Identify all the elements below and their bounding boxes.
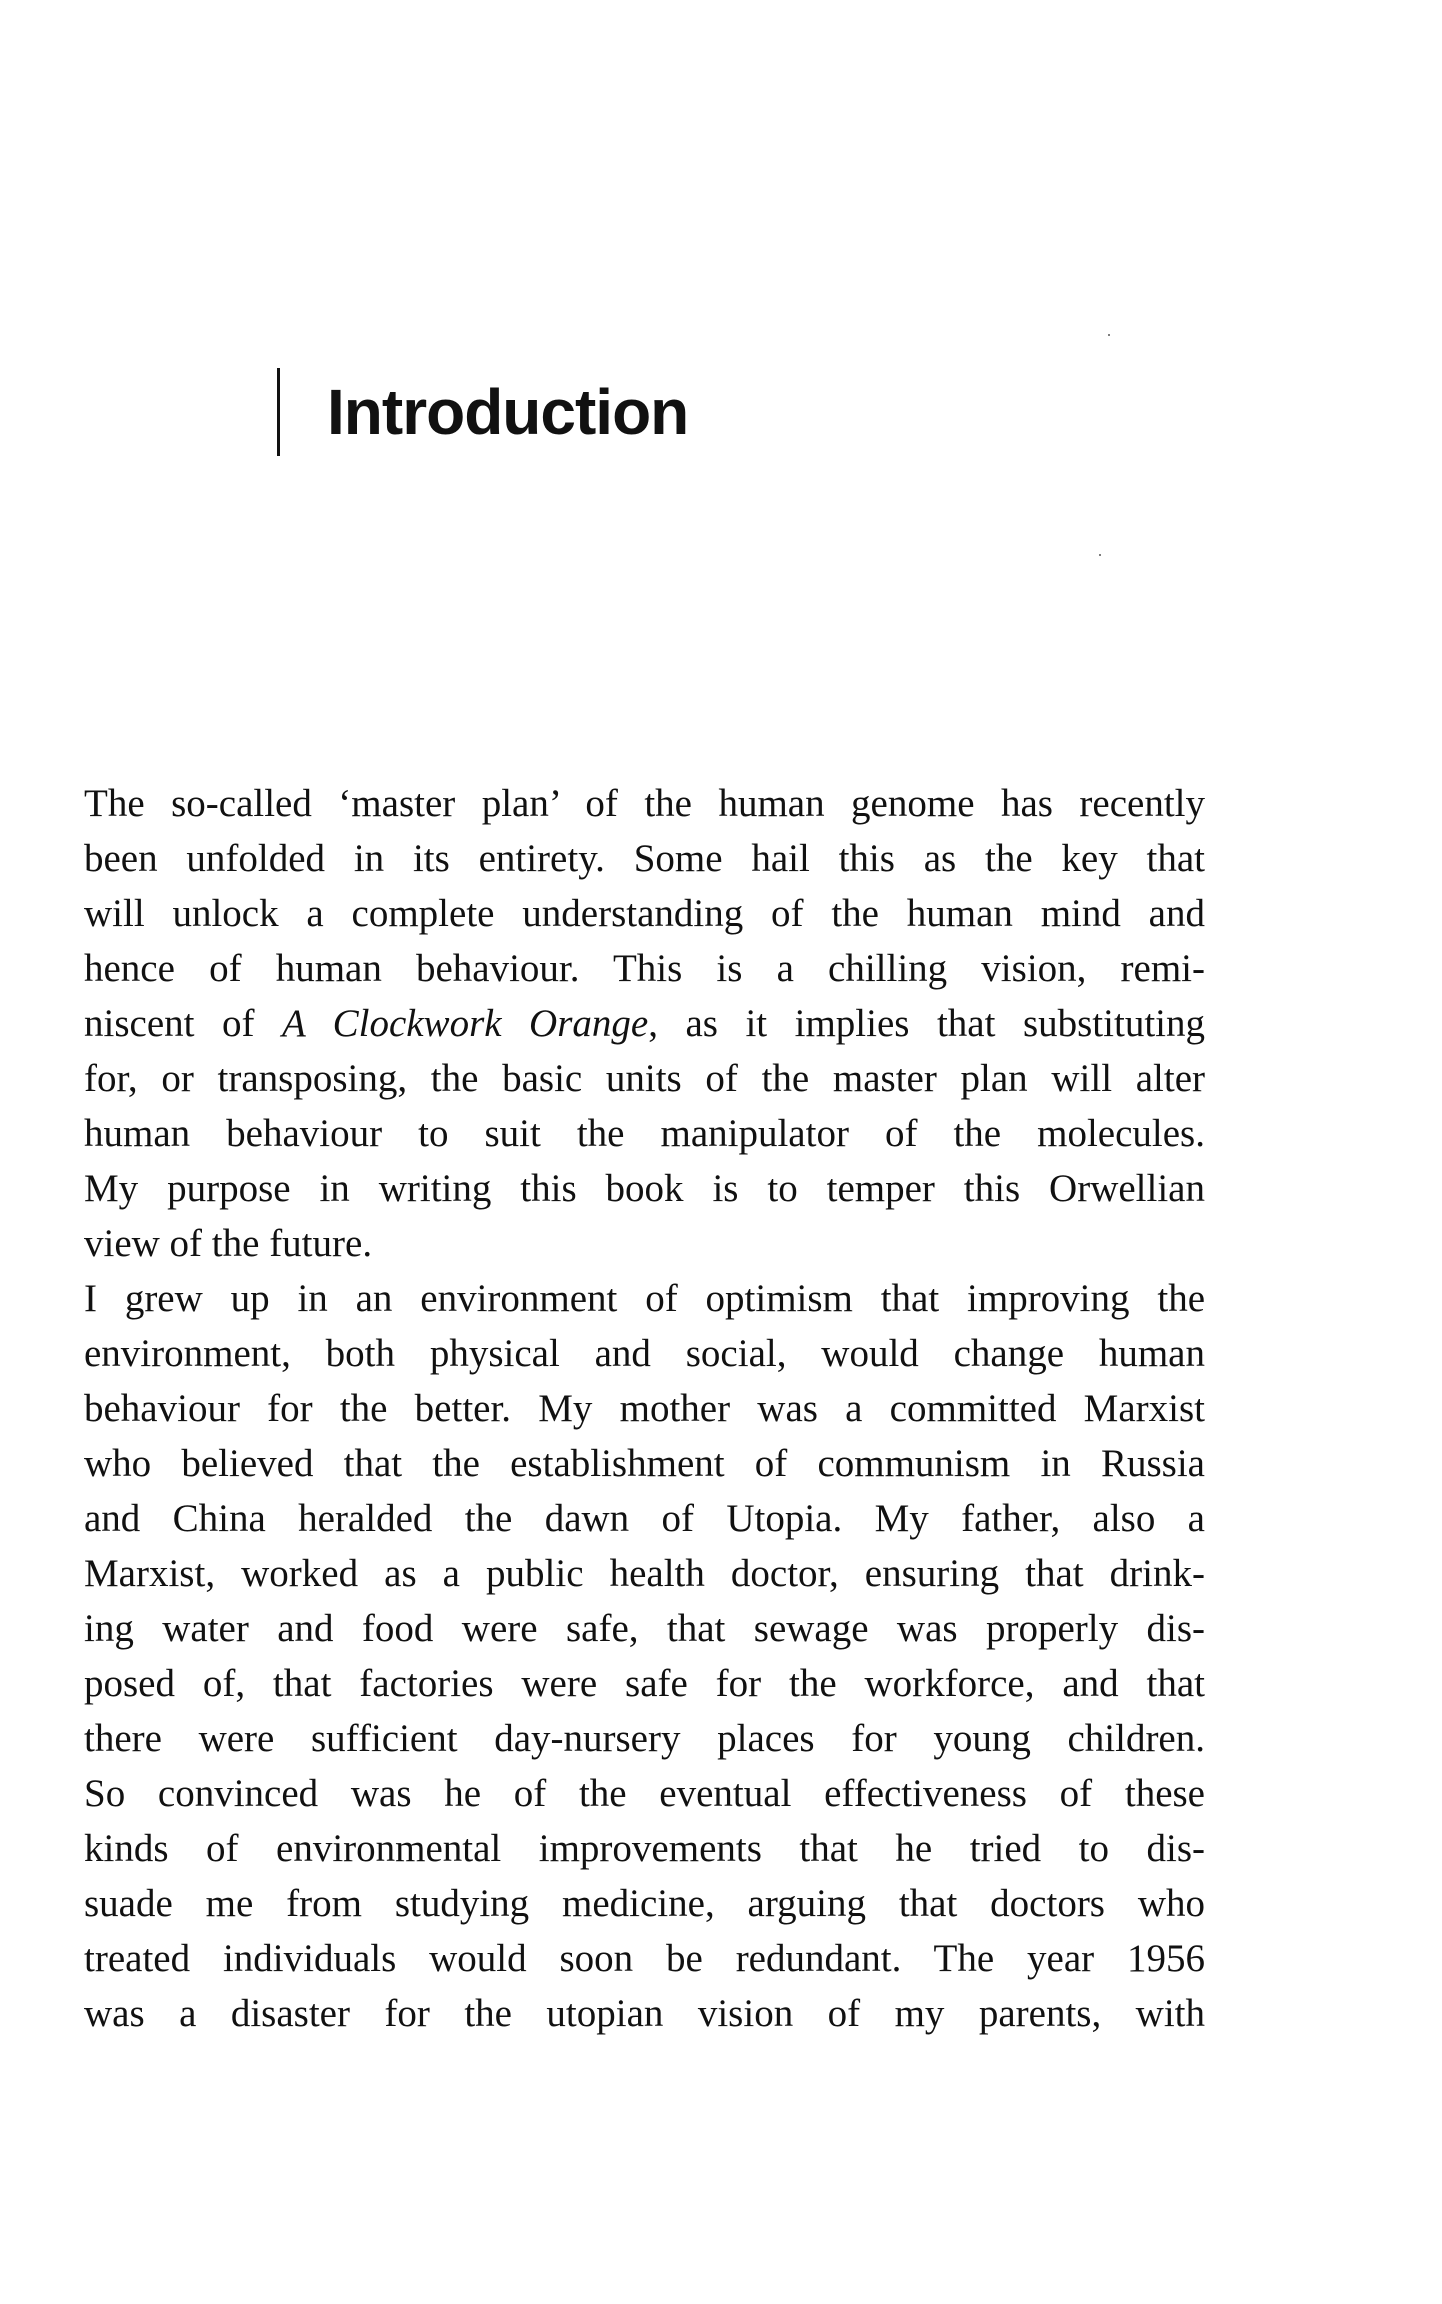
text-line: hence of human behaviour. This is a chilling vision, remi- (84, 947, 1205, 990)
text-line: behaviour for the better. My mother was a committed Marxist (84, 1387, 1205, 1430)
chapter-heading-rule (277, 368, 280, 456)
text-line: environment, both physical and social, would change human (84, 1332, 1205, 1375)
text-line (84, 996, 1205, 1051)
text-line: So convinced was he of the eventual effectiveness of these (84, 1772, 1205, 1815)
print-speck (1099, 554, 1101, 556)
text-line: was a disaster for the utopian vision of my parents, with (84, 1992, 1205, 2035)
text-line: and China heralded the dawn of Utopia. My father, also a (84, 1497, 1205, 1540)
text-line: view of the future. (84, 1222, 373, 1265)
text-line: The so-called ‘master plan’ of the human genome has recently (84, 782, 1205, 825)
print-speck (1108, 334, 1110, 336)
text-line: been unfolded in its entirety. Some hail this as the key that (84, 837, 1205, 880)
text-line: treated individuals would soon be redundant. The year 1956 (84, 1937, 1205, 1980)
text-line: kinds of environmental improvements that he tried to dis- (84, 1827, 1205, 1870)
chapter-title: Introduction (327, 376, 689, 448)
body-text (84, 776, 1205, 2041)
book-title-italic: A Clockwork Orange (281, 1002, 649, 1045)
text-line: will unlock a complete understanding of the human mind and (84, 892, 1205, 935)
text-line: posed of, that factories were safe for the workforce, and that (84, 1662, 1205, 1705)
text-segment: , as it implies that substituting (648, 1002, 1205, 1045)
text-line: My purpose in writing this book is to temper this Orwellian (84, 1167, 1205, 1210)
text-line: who believed that the establishment of communism in Russia (84, 1442, 1205, 1485)
text-line: I grew up in an environment of optimism that improving the (84, 1277, 1205, 1320)
text-segment: niscent of (84, 1002, 282, 1045)
text-line: for, or transposing, the basic units of the master plan will alter (84, 1057, 1205, 1100)
text-line: suade me from studying medicine, arguing that doctors who (84, 1882, 1205, 1925)
text-line: ing water and food were safe, that sewage was properly dis- (84, 1607, 1205, 1650)
text-line: Marxist, worked as a public health doctor, ensuring that drink- (84, 1552, 1205, 1595)
text-line: human behaviour to suit the manipulator of the molecules. (84, 1112, 1205, 1155)
text-line: there were sufficient day-nursery places for young children. (84, 1717, 1205, 1760)
